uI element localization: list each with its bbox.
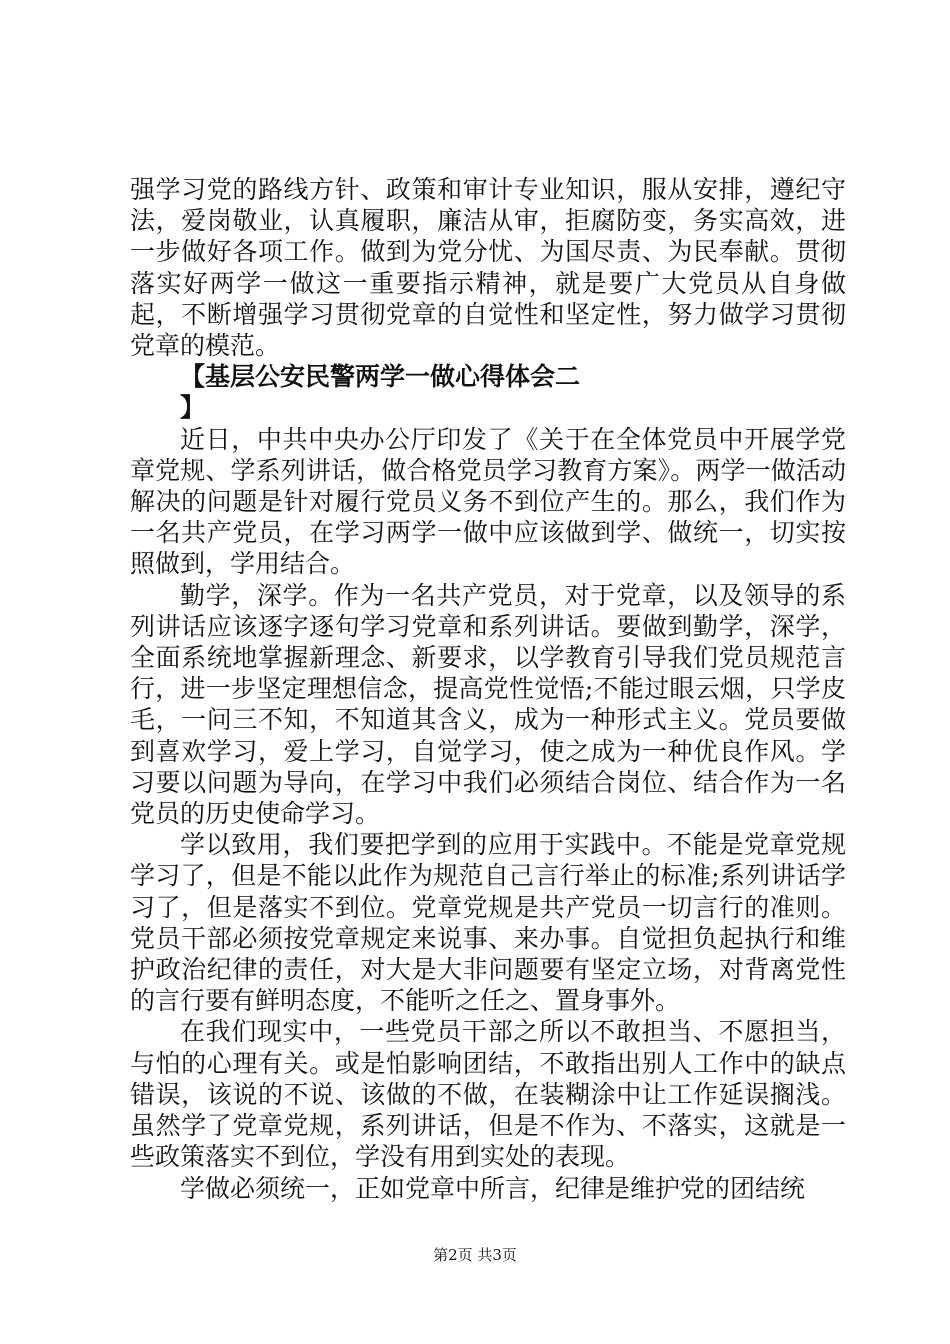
section-heading: 【基层公安民警两学一做心得体会二 xyxy=(180,362,581,392)
paragraph-continuation: 强学习党的路线方针、政策和审计专业知识，服从安排，遵纪守法，爱岗敬业，认真履职，廉洁从审，拒腐防变，务实高效，进一步做好各项工作。做到为党分忧、为国尽责、为民奉献。贯彻落实好两学一做这一重要指示精神，就是要广大党员从自身做起，不断增强学习贯彻党章的自觉性和坚定性，努力做学习贯彻党章的模范。 xyxy=(130,175,846,361)
paragraph-intro: 近日，中共中央办公厅印发了《关于在全体党员中开展学党章党规、学系列讲话，做合格党员学习教育方案》。两学一做活动解决的问题是针对履行党员义务不到位产生的。那么，我们作为一名共产党员，在学习两学一做中应该做到学、做统一，切实按照做到，学用结合。 xyxy=(130,424,846,579)
paragraph-unity: 学做必须统一，正如党章中所言，纪律是维护党的团结统 xyxy=(180,1173,806,1203)
paragraph-reality: 在我们现实中，一些党员干部之所以不敢担当、不愿担当，与怕的心理有关。或是怕影响团结，不敢指出别人工作中的缺点错误，该说的不说、该做的不做，在装糊涂中让工作延误搁浅。虽然学了党章党规，系列讲话，但是不作为、不落实，这就是一些政策落实不到位，学没有用到实处的表现。 xyxy=(130,1017,846,1172)
document-body xyxy=(130,174,846,1204)
paragraph-apply-learning: 学以致用，我们要把学到的应用于实践中。不能是党章党规学习了，但是不能以此作为规范自己言行举止的标准;系列讲话学习了，但是落实不到位。党章党规是共产党员一切言行的准则。党员干部必须按党章规定来说事、来办事。自觉担负起执行和维护政治纪律的责任，对大是大非问题要有坚定立场，对背离党性的言行要有鲜明态度，不能听之任之、置身事外。 xyxy=(130,830,846,1016)
page-number-footer: 第2页 共3页 xyxy=(433,1246,517,1264)
section-heading-bracket: 】 xyxy=(180,393,206,423)
paragraph-diligent-study: 勤学，深学。作为一名共产党员，对于党章，以及领导的系列讲话应该逐字逐句学习党章和系列讲话。要做到勤学，深学，全面系统地掌握新理念、新要求，以学教育引导我们党员规范言行，进一步坚定理想信念，提高党性觉悟;不能过眼云烟，只学皮毛，一问三不知，不知道其含义，成为一种形式主义。党员要做到喜欢学习，爱上学习，自觉学习，使之成为一种优良作风。学习要以问题为导向，在学习中我们必须结合岗位、结合作为一名党员的历史使命学习。 xyxy=(130,580,846,829)
